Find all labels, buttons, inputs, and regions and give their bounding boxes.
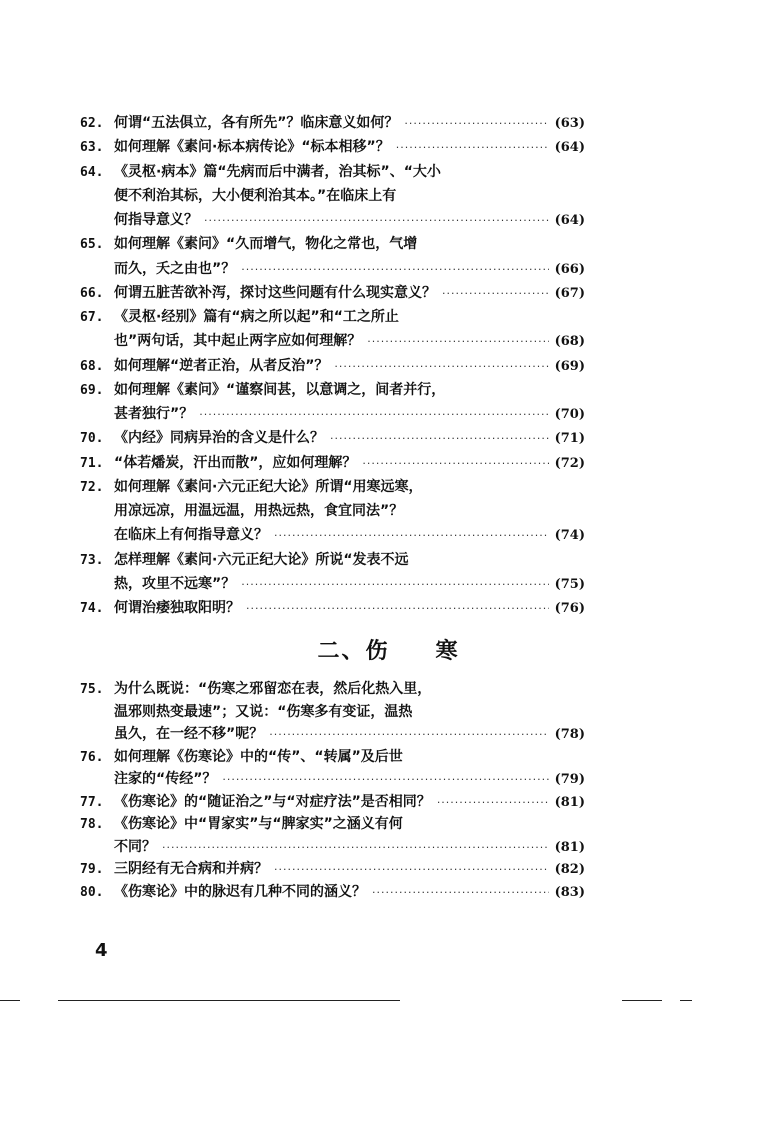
entry-title: 在临床上有何指导意义？ <box>114 527 268 544</box>
bottom-rule <box>622 1000 662 1001</box>
toc-entry-line <box>80 768 585 791</box>
toc-entry-line <box>80 881 585 904</box>
toc-entry <box>80 427 585 451</box>
dot-leader <box>362 457 548 470</box>
entry-title: 而久，夭之由也”？ <box>114 260 236 277</box>
dot-leader <box>396 141 549 154</box>
entry-number: 70. <box>80 431 104 447</box>
entry-number: 69. <box>80 382 104 398</box>
entry-number: 77. <box>80 794 104 810</box>
toc-entry-line <box>80 185 585 209</box>
entry-page: (76) <box>554 601 585 616</box>
toc-entry-line <box>80 233 585 257</box>
toc-entry-line <box>80 836 585 859</box>
toc-entry <box>80 597 585 621</box>
section-heading <box>0 634 777 665</box>
entry-page: (82) <box>554 862 585 877</box>
toc-entry-line <box>80 549 585 573</box>
entry-title: 虽久，在一经不移”呢？ <box>114 726 264 742</box>
dot-leader <box>274 529 549 542</box>
entry-number: 74. <box>80 601 104 616</box>
entry-page: (72) <box>554 455 585 471</box>
toc-entry-line <box>80 476 585 500</box>
entry-number: 67. <box>80 310 104 325</box>
entry-title: 为什么既说：“伤寒之邪留恋在表，然后化热入里， <box>114 681 432 697</box>
dot-leader <box>334 360 548 373</box>
toc-entry-line <box>80 723 585 746</box>
bottom-rule <box>680 1000 692 1001</box>
dot-leader <box>404 117 548 130</box>
entry-title: 甚者独行”？ <box>114 406 194 422</box>
toc-entry-line <box>80 858 585 881</box>
entry-title: 注家的“传经”？ <box>114 771 217 787</box>
entry-title: 如何理解“逆者正治，从者反治”？ <box>114 357 329 374</box>
entry-number: 63. <box>80 140 104 156</box>
entry-title: 如何理解《素问》“久而增气，物化之常也，气增 <box>114 236 418 253</box>
entry-title: 温邪则热变最速”；又说：“伤寒多有变证，温热 <box>114 703 413 720</box>
entry-number: 62. <box>80 116 104 131</box>
dot-leader <box>437 796 549 809</box>
entry-title: 怎样理解《素问·六元正纪大论》所说“发表不远 <box>114 551 409 568</box>
entry-title: 三阴经有无合病和并病？ <box>114 861 268 877</box>
entry-title: 《伤寒论》的“随证治之”与“对症疗法”是否相同？ <box>114 793 431 810</box>
entry-page: (74) <box>554 528 585 544</box>
toc-entry <box>80 813 585 858</box>
entry-page: (75) <box>554 576 585 592</box>
entry-page: (83) <box>554 884 585 900</box>
entry-page: (81) <box>554 839 585 855</box>
toc-entry <box>80 233 585 282</box>
dot-leader <box>204 214 549 227</box>
entry-title: 如何理解《素问·标本病传论》“标本相移”？ <box>114 139 390 156</box>
toc-entry <box>80 355 585 379</box>
toc-entry-line <box>80 500 585 524</box>
entry-number: 72. <box>80 479 104 495</box>
dot-leader <box>222 773 548 786</box>
entry-title: 便不利治其标，大小便利治其本。”在临床上有 <box>114 187 397 204</box>
toc-entry <box>80 379 585 428</box>
heading-part2: 寒 <box>435 639 460 664</box>
entry-page: (71) <box>554 431 585 447</box>
entry-title: 何谓“五法俱立，各有所先”？临床意义如何？ <box>114 115 399 131</box>
entry-number: 65. <box>80 237 104 253</box>
dot-leader <box>241 578 548 591</box>
entry-page: (63) <box>554 116 585 131</box>
dot-leader <box>330 432 549 445</box>
entry-number: 71. <box>80 455 104 471</box>
entry-title: 如何理解《素问》“谨察间甚，以意调之，间者并行， <box>114 381 446 398</box>
toc-entry-line <box>80 813 585 836</box>
toc-entry <box>80 678 585 746</box>
dot-leader <box>246 602 549 615</box>
entry-page: (64) <box>554 140 585 156</box>
entry-page: (64) <box>554 213 585 228</box>
toc-entry <box>80 791 585 814</box>
entry-page: (67) <box>554 285 585 301</box>
entry-title: 《灵枢·病本》篇“先病而后中满者，治其标”、“大小 <box>114 163 441 180</box>
toc-entry-line <box>80 282 585 306</box>
toc-entry <box>80 476 585 549</box>
entry-page: (79) <box>554 772 585 787</box>
toc-entry-line <box>80 427 585 451</box>
entry-title: 如何理解《素问·六元正纪大论》所谓“用寒远寒， <box>114 478 423 495</box>
toc-entry-line <box>80 330 585 354</box>
entry-number: 76. <box>80 749 104 765</box>
entry-number: 75. <box>80 682 104 697</box>
entry-title: 何谓五脏苦欲补泻，探讨这些问题有什么现实意义？ <box>114 284 436 301</box>
toc-entry-line <box>80 209 585 233</box>
toc-entry-line <box>80 306 585 330</box>
entry-number: 78. <box>80 817 104 832</box>
toc-entry-line <box>80 701 585 724</box>
toc-section-shanghan <box>80 678 585 903</box>
toc-entry-line <box>80 403 585 427</box>
toc-entry-line <box>80 379 585 403</box>
toc-entry-line <box>80 452 585 476</box>
entry-title: 《灵枢·经别》篇有“病之所以起”和“工之所止 <box>114 309 399 325</box>
entry-title: 热，攻里不远寒”？ <box>114 575 236 592</box>
entry-number: 68. <box>80 358 104 374</box>
entry-number: 79. <box>80 862 104 877</box>
toc-entry-line <box>80 597 585 621</box>
dot-leader <box>274 863 549 876</box>
bottom-rule <box>58 1000 400 1001</box>
entry-number: 73. <box>80 552 104 568</box>
toc-entry-line <box>80 136 585 160</box>
entry-page: (68) <box>554 334 585 350</box>
toc-entry <box>80 136 585 160</box>
toc-entry <box>80 746 585 791</box>
toc-entry-line <box>80 573 585 597</box>
entry-title: 用凉远凉，用温远温，用热远热，食宜同法”？ <box>114 503 404 519</box>
entry-title: 如何理解《伤寒论》中的“传”、“转属”及后世 <box>114 748 403 765</box>
toc-entry-line <box>80 112 585 136</box>
heading-part1: 二、伤 <box>317 639 390 664</box>
dot-leader <box>372 886 549 899</box>
dot-leader <box>162 841 549 854</box>
toc-entry <box>80 306 585 355</box>
dot-leader <box>199 408 548 421</box>
toc-entry-line <box>80 161 585 185</box>
entry-page: (66) <box>554 261 585 277</box>
toc-entry <box>80 161 585 234</box>
dot-leader <box>442 287 549 300</box>
dot-leader <box>241 263 548 276</box>
entry-page: (78) <box>554 727 585 742</box>
toc-entry-line <box>80 524 585 548</box>
entry-number: 80. <box>80 884 104 900</box>
entry-title: 不同？ <box>114 838 156 855</box>
entry-title: 《伤寒论》中“胃家实”与“脾家实”之涵义有何 <box>114 816 403 832</box>
toc-entry <box>80 282 585 306</box>
entry-title: 《伤寒论》中的脉迟有几种不同的涵义？ <box>114 883 366 900</box>
entry-title: 何谓治痿独取阳明？ <box>114 600 240 616</box>
entry-number: 66. <box>80 285 104 301</box>
toc-entry <box>80 452 585 476</box>
entry-page: (69) <box>554 358 585 374</box>
toc-entry-line <box>80 791 585 814</box>
dot-leader <box>367 335 548 348</box>
toc-entry <box>80 112 585 136</box>
toc-entry-line <box>80 355 585 379</box>
dot-leader <box>269 728 548 741</box>
entry-title: “体若燔炭，汗出而散”，应如何理解？ <box>114 454 357 471</box>
entry-title: 何指导意义？ <box>114 212 198 228</box>
entry-title: 《内经》同病异治的含义是什么？ <box>114 430 324 447</box>
toc-entry <box>80 549 585 598</box>
toc-entry <box>80 881 585 904</box>
toc-entry-line <box>80 258 585 282</box>
toc-entry-line <box>80 746 585 769</box>
entry-page: (81) <box>554 794 585 810</box>
bottom-rule <box>0 1000 20 1001</box>
toc-entry <box>80 858 585 881</box>
page-number: 4 <box>95 940 108 961</box>
toc-entry-line <box>80 678 585 701</box>
entry-title: 也”两句话，其中起止两字应如何理解？ <box>114 333 362 350</box>
entry-number: 64. <box>80 164 104 180</box>
toc-section-neijing <box>80 112 585 621</box>
entry-page: (70) <box>554 407 585 422</box>
